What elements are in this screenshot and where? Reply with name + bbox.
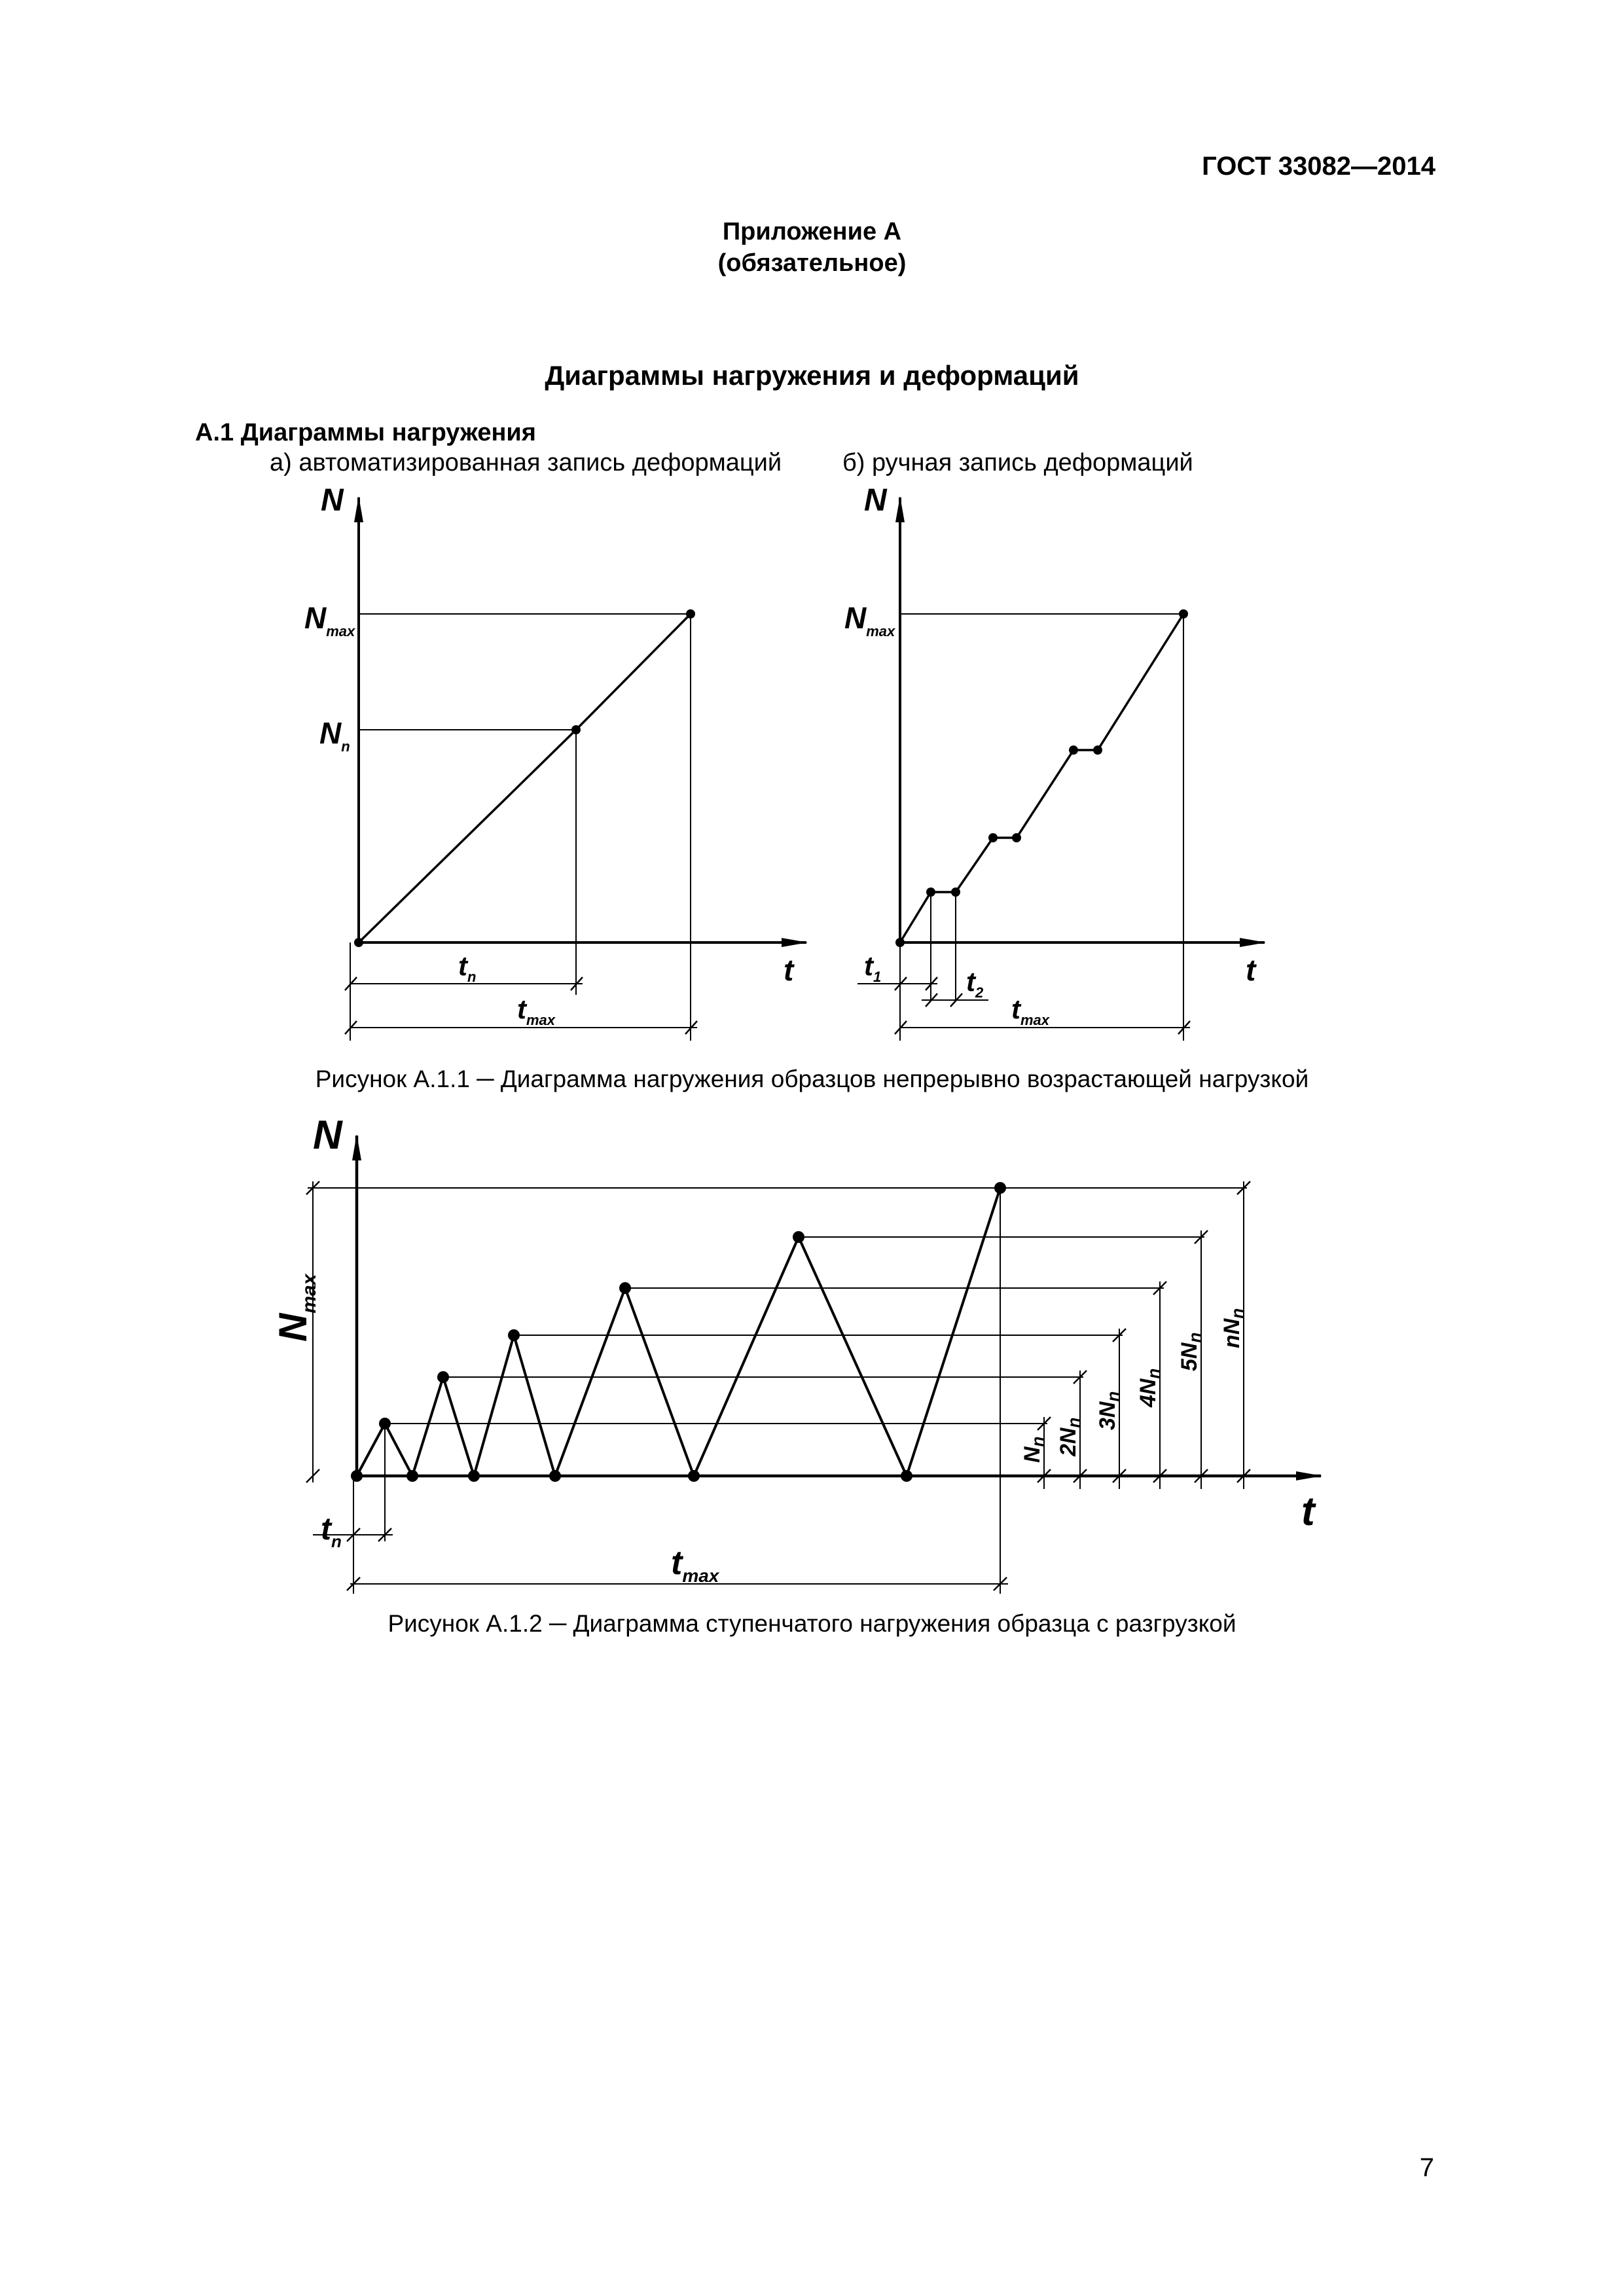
label-tmax-b: $t_{max}$ — [1011, 994, 1050, 1028]
label-step-2: 2Nn — [1056, 1417, 1083, 1456]
data-point — [1093, 745, 1102, 755]
data-point — [508, 1329, 520, 1341]
label-tn-a: $t_n$ — [458, 950, 477, 985]
appendix-status: (обязательное) — [717, 249, 907, 277]
page-number: 7 — [1419, 2153, 1434, 2182]
label-step-3: 3Nn — [1095, 1391, 1123, 1430]
data-point — [951, 888, 960, 897]
data-point — [354, 938, 363, 947]
axis-label-t-b: t — [1246, 953, 1256, 987]
data-point — [994, 1182, 1006, 1194]
data-point — [686, 609, 695, 619]
label-tmax-a: $t_{max}$ — [517, 994, 556, 1028]
data-point — [549, 1470, 561, 1482]
subfigure-a-label: а) автоматизированная запись деформаций — [270, 449, 782, 476]
label-tmax-stepped: $t_{max}$ — [671, 1544, 719, 1586]
data-point — [688, 1470, 700, 1482]
data-point — [926, 888, 935, 897]
page-title: Диаграммы нагружения и деформаций — [545, 360, 1079, 391]
data-point — [1012, 833, 1021, 842]
label-Nmax-b: $N_{max}$ — [844, 601, 895, 639]
points-b — [895, 609, 1188, 947]
document-code: ГОСТ 33082—2014 — [1202, 152, 1435, 181]
data-point — [406, 1470, 418, 1482]
data-point — [901, 1470, 912, 1482]
appendix-title: Приложение А — [722, 218, 902, 245]
data-point — [1069, 745, 1078, 755]
data-point — [793, 1231, 804, 1243]
diagram-stepped — [306, 1136, 1321, 1594]
label-step-4: 4Nn — [1136, 1368, 1163, 1407]
data-point — [379, 1418, 391, 1429]
label-Nmax-stepped: $N_{max}$ — [271, 1274, 320, 1342]
load-path — [357, 1188, 1000, 1476]
data-point — [468, 1470, 480, 1482]
label-step-n: nNn — [1219, 1308, 1247, 1348]
section-heading: А.1 Диаграммы нагружения — [195, 419, 536, 446]
label-t2: $t_2$ — [966, 966, 984, 1001]
label-step-5: 5Nn — [1177, 1332, 1204, 1371]
axis-label-N-stepped: N — [313, 1113, 342, 1158]
data-point — [895, 938, 905, 947]
data-point — [988, 833, 998, 842]
axis-label-N-a: N — [321, 483, 344, 518]
label-Nmax-a: $N_{max}$ — [304, 601, 355, 639]
axis-label-t-a: t — [784, 953, 794, 987]
data-point — [1179, 609, 1188, 619]
figure-caption-1: Рисунок А.1.1 ─ Диаграмма нагружения образцов непрерывно возрастающей нагрузкой — [315, 1066, 1309, 1092]
data-point — [437, 1371, 449, 1383]
data-point — [571, 725, 581, 734]
load-line-a — [359, 614, 691, 942]
data-point — [351, 1470, 363, 1482]
load-line-b — [900, 614, 1183, 942]
label-step-1: Nn — [1020, 1436, 1047, 1463]
label-tn-stepped: $t_n$ — [321, 1512, 342, 1551]
figure-caption-2: Рисунок А.1.2 ─ Диаграмма ступенчатого нагружения образца с разгрузкой — [388, 1610, 1236, 1637]
diagram-a — [345, 497, 806, 1041]
axis-label-N-b: N — [864, 483, 887, 518]
axis-label-t-stepped: t — [1301, 1489, 1315, 1534]
label-t1: $t_1$ — [864, 950, 882, 985]
label-Nn-a: $N_n$ — [319, 716, 350, 755]
subfigure-b-label: б) ручная запись деформаций — [842, 449, 1193, 476]
data-point — [619, 1282, 631, 1294]
diagram-b — [857, 497, 1265, 1041]
